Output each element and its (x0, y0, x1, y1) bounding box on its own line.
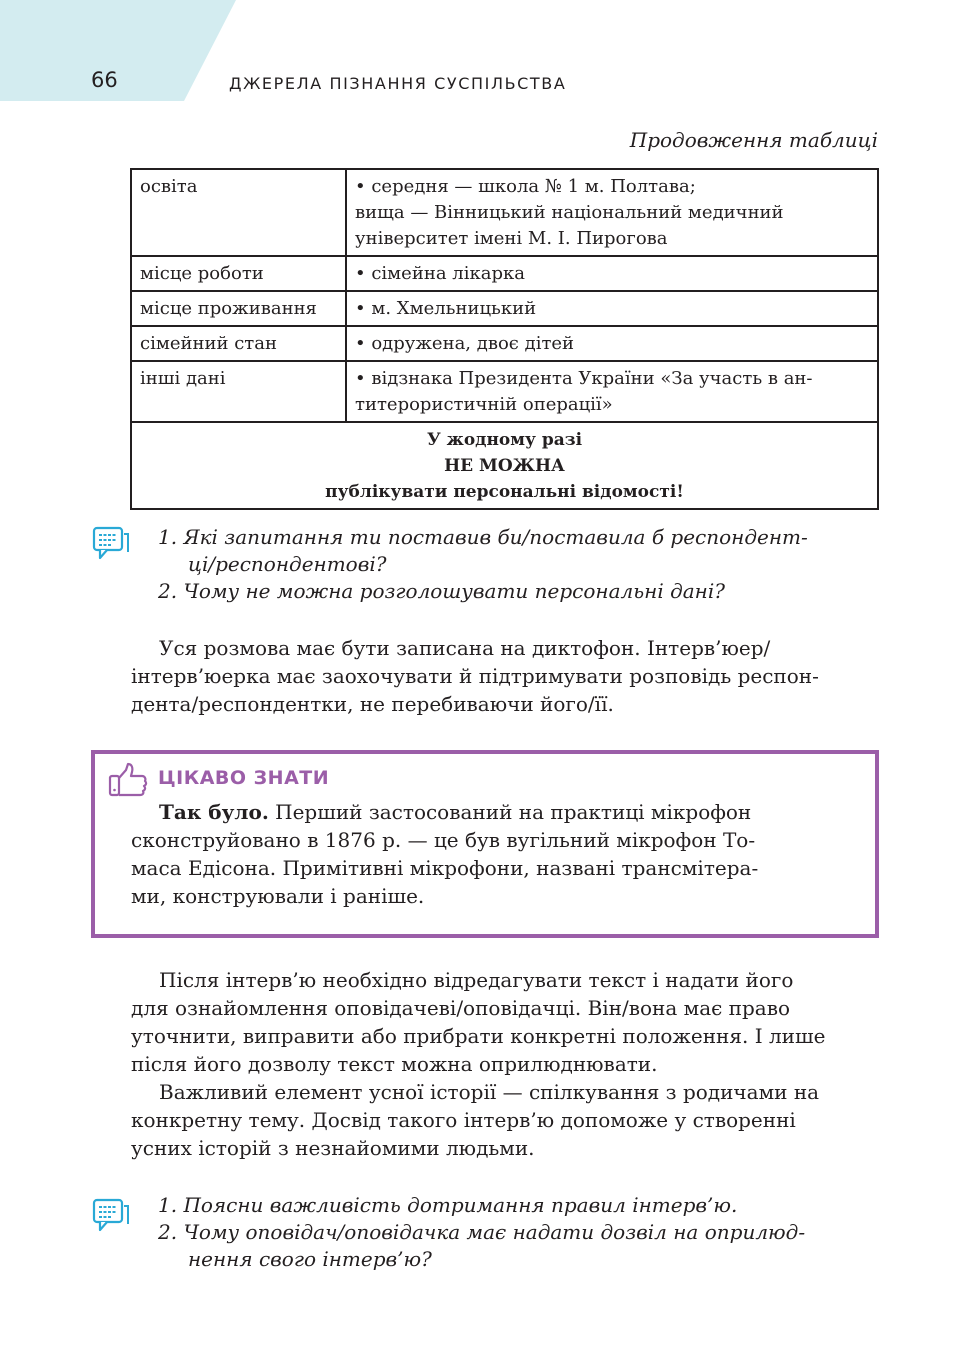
warning-line: У жодному разі (426, 430, 583, 450)
item-text: Чому оповідач/оповідачка має надати дозвіл на оприлюд- (183, 1220, 806, 1244)
page-number: 66 (91, 68, 118, 92)
running-title: ДЖЕРЕЛА ПІЗНАННЯ СУСПІЛЬСТВА (229, 74, 567, 93)
text-line: конкретну тему. Досвід такого інтерв’ю допоможе у створенні (131, 1108, 796, 1132)
warning-line: НЕ МОЖНА (444, 456, 565, 476)
list-item (158, 578, 878, 605)
header-band (0, 0, 236, 101)
value-line: • сімейна лікарка (355, 263, 525, 284)
callout-lead: Так було. (159, 800, 269, 824)
callout-heading: ЦІКАВО ЗНАТИ (158, 767, 330, 789)
value-line: титерористичній операції» (355, 394, 613, 415)
text-line: після його дозволу текст можна оприлюднювати. (131, 1052, 658, 1076)
value-line: • відзнака Президента України «За участь в ан- (355, 368, 813, 389)
item-text: Які запитання ти поставив би/поставила б респондент- (183, 525, 808, 549)
item-number: 2. (158, 1220, 178, 1244)
value-line: • м. Хмельницький (355, 298, 537, 319)
thumbs-up-icon (108, 762, 150, 798)
callout-text (131, 798, 841, 910)
text-line: інтерв’юерка має заохочувати й підтримувати розповідь респон- (131, 664, 819, 688)
table-row (131, 256, 878, 291)
value-line: • середня — школа № 1 м. Полтава; (355, 176, 696, 197)
value-line: університет імені М. І. Пирогова (355, 228, 668, 249)
questions-list-1 (158, 524, 878, 605)
paragraph (131, 634, 878, 718)
item-text: нення свого інтерв’ю? (188, 1247, 432, 1271)
chat-bubbles-icon (92, 1198, 132, 1234)
item-number: 1. (158, 525, 178, 549)
table-warning (131, 422, 878, 509)
table-key: місце роботи (131, 256, 346, 291)
paragraph (131, 966, 878, 1162)
table-warning-row (131, 422, 878, 509)
item-text: Поясни важливість дотримання правил інтерв’ю. (183, 1193, 738, 1217)
table-row (131, 291, 878, 326)
text-line: Уся розмова має бути записана на диктофон. Інтерв’юер/ (159, 636, 771, 660)
table-value (346, 326, 878, 361)
value-line: • одружена, двоє дітей (355, 333, 575, 354)
table-row (131, 169, 878, 256)
table-value (346, 361, 878, 422)
questions-list-2 (158, 1192, 878, 1273)
text-line: дента/респондентки, не перебиваючи його/її. (131, 692, 614, 716)
item-number: 1. (158, 1193, 178, 1217)
text-line: сконструйовано в 1876 р. — це був вугільний мікрофон То- (131, 828, 756, 852)
list-item (158, 524, 878, 578)
table-key: освіта (131, 169, 346, 256)
table-key: інші дані (131, 361, 346, 422)
table-value (346, 169, 878, 256)
item-text: ці/респондентові? (188, 552, 387, 576)
warning-line: публікувати персональні відомості! (325, 482, 684, 502)
table-caption: Продовження таблиці (629, 128, 878, 152)
item-text: Чому не можна розголошувати персональні дані? (183, 579, 725, 603)
table-key: місце проживання (131, 291, 346, 326)
table-value (346, 291, 878, 326)
table-key: сімейний стан (131, 326, 346, 361)
chat-bubbles-icon (92, 526, 132, 562)
table-row (131, 361, 878, 422)
text-line: для ознайомлення оповідачеві/оповідачці. Він/вона має право (131, 996, 791, 1020)
value-line: вища — Вінницький національний медичний (355, 202, 784, 223)
list-item (158, 1192, 878, 1219)
text-line: маса Едісона. Примітивні мікрофони, названі трансмітера- (131, 856, 759, 880)
text-line: ми, конструювали і раніше. (131, 884, 425, 908)
text-line: Перший застосований на практиці мікрофон (268, 800, 752, 824)
text-line: уточнити, виправити або прибрати конкретні положення. І лише (131, 1024, 826, 1048)
item-number: 2. (158, 579, 178, 603)
list-item (158, 1219, 878, 1273)
text-line: Після інтерв’ю необхідно відредагувати текст і надати його (159, 968, 794, 992)
table-value (346, 256, 878, 291)
table-row (131, 326, 878, 361)
personal-data-table (130, 168, 879, 510)
text-line: Важливий елемент усної історії — спілкування з родичами на (159, 1080, 820, 1104)
text-line: усних історій з незнайомими людьми. (131, 1136, 535, 1160)
